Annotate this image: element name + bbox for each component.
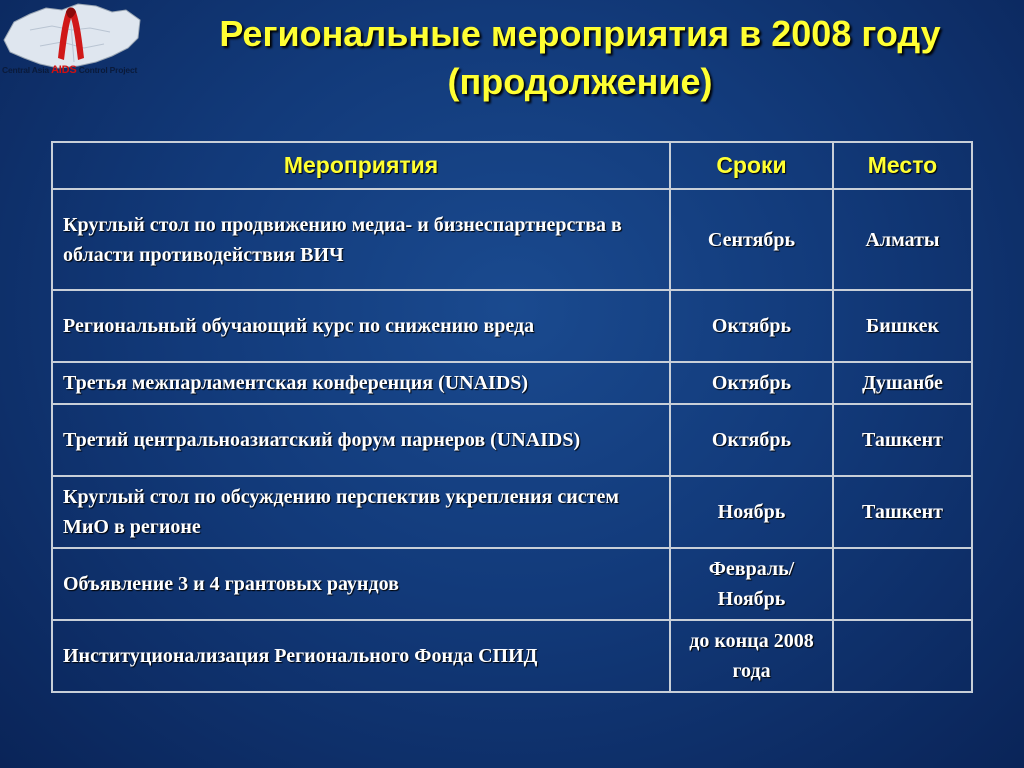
table-row [52,476,972,548]
event-cell: Институционализация Регионального Фонда СПИД [52,620,670,692]
place-cell [833,620,972,692]
table-row [52,189,972,290]
table-row [52,290,972,362]
table-row [52,548,972,620]
period-cell: Октябрь [670,404,833,476]
period-cell: Сентябрь [670,189,833,290]
slide-title [150,10,1010,106]
period-cell: Октябрь [670,290,833,362]
event-cell: Круглый стол по обсуждению перспектив укрепления систем МиО в регионе [52,476,670,548]
place-cell [833,548,972,620]
event-cell: Круглый стол по продвижению медиа- и бизнеспартнерства в области противодействия ВИЧ [52,189,670,290]
title-line-1: Региональные мероприятия в 2008 году [219,13,941,54]
place-cell: Ташкент [833,404,972,476]
table-row [52,362,972,404]
period-cell: Ноябрь [670,476,833,548]
events-table [51,141,973,693]
column-header-events: Мероприятия [52,142,670,189]
event-cell: Третий центральноазиатский форум парнеров (UNAIDS) [52,404,670,476]
place-cell: Ташкент [833,476,972,548]
period-cell: Октябрь [670,362,833,404]
column-header-period: Сроки [670,142,833,189]
period-cell: Февраль/ Ноябрь [670,548,833,620]
period-cell: до конца 2008 года [670,620,833,692]
title-line-2: (продолжение) [447,61,713,102]
event-cell: Третья межпарламентская конференция (UNAIDS) [52,362,670,404]
project-logo [0,0,146,88]
table-row [52,404,972,476]
logo-caption: Central Asia AIDS Control Project [2,64,138,76]
place-cell: Алматы [833,189,972,290]
table-row [52,620,972,692]
place-cell: Бишкек [833,290,972,362]
table-header-row [52,142,972,189]
place-cell: Душанбе [833,362,972,404]
column-header-place: Место [833,142,972,189]
event-cell: Региональный обучающий курс по снижению вреда [52,290,670,362]
event-cell: Объявление 3 и 4 грантовых раундов [52,548,670,620]
